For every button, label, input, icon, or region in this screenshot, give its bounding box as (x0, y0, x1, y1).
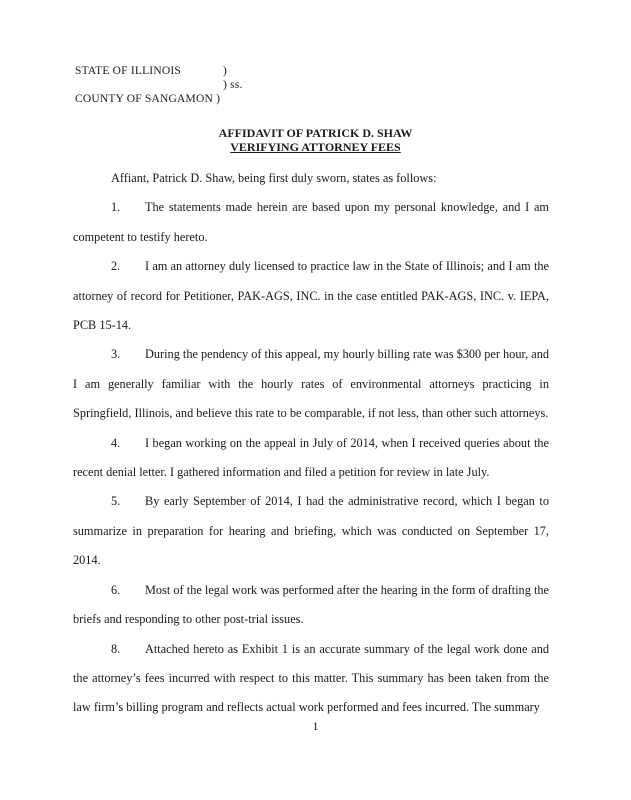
paragraph-number: 1. (111, 200, 121, 215)
paragraph-3 (73, 340, 549, 428)
paragraph-2 (73, 252, 549, 340)
title-line-1: AFFIDAVIT OF PATRICK D. SHAW (218, 126, 413, 140)
case-caption (75, 64, 243, 106)
caption-state-row (75, 64, 228, 78)
caption-county-row (75, 92, 220, 106)
caption-state: STATE OF ILLINOIS (75, 65, 181, 77)
document-title (0, 126, 631, 154)
paragraph-1 (73, 193, 549, 252)
paragraph-6 (73, 576, 549, 635)
caption-state-paren: ) (223, 65, 228, 77)
paragraph-8 (73, 635, 549, 723)
paragraph-number: 3. (111, 347, 121, 362)
caption-county: COUNTY OF SANGAMON ) (75, 93, 221, 105)
title-line-2: VERIFYING ATTORNEY FEES (230, 140, 401, 154)
paragraph-text: The statements made herein are based upon my personal knowledge, and I am competent to testify hereto. (73, 200, 549, 244)
paragraph-number: 8. (111, 641, 121, 656)
paragraph-text: Most of the legal work was performed after the hearing in the form of drafting the briefs and responding to other post-trial issues. (73, 582, 549, 627)
paragraph-text: I began working on the appeal in July of 2014, when I received queries about the recent denial letter. I gathered information and filed a petition for review in late July. (73, 435, 549, 480)
caption-ss-row (75, 78, 243, 92)
paragraph-text: By early September of 2014, I had the administrative record, which I began to summarize in preparation for hearing and briefing, which was conducted on September 17, 2014. (73, 494, 549, 568)
paragraph-text: I am an attorney duly licensed to practice law in the State of Illinois; and I am the attorney of record for Petitioner, PAK-AGS, INC. in the case entitled PAK-AGS, INC. v. IEPA, PCB 15-14. (73, 259, 549, 333)
paragraph-number: 4. (111, 435, 121, 450)
affidavit-body (73, 164, 549, 723)
caption-ss: ) ss. (223, 79, 243, 91)
paragraph-text: Attached hereto as Exhibit 1 is an accurate summary of the legal work done and the attorney’s fees incurred with respect to this matter. This summary has been taken from the law firm’s billing program and reflects actual work performed and fees incurred. The summary (73, 641, 549, 715)
page-number: 1 (312, 719, 319, 733)
paragraph-text: During the pendency of this appeal, my hourly billing rate was $300 per hour, and I am generally familiar with the hourly rates of environmental attorneys practicing in Springfield, Illinois, and believe this rate to be comparable, if not less, than other such attorneys. (73, 347, 549, 421)
intro-statement: Affiant, Patrick D. Shaw, being first duly sworn, states as follows: (111, 171, 437, 185)
paragraph-number: 2. (111, 259, 121, 274)
paragraph-5 (73, 487, 549, 575)
paragraph-number: 5. (111, 494, 121, 509)
paragraph-4 (73, 429, 549, 488)
paragraph-number: 6. (111, 582, 121, 597)
